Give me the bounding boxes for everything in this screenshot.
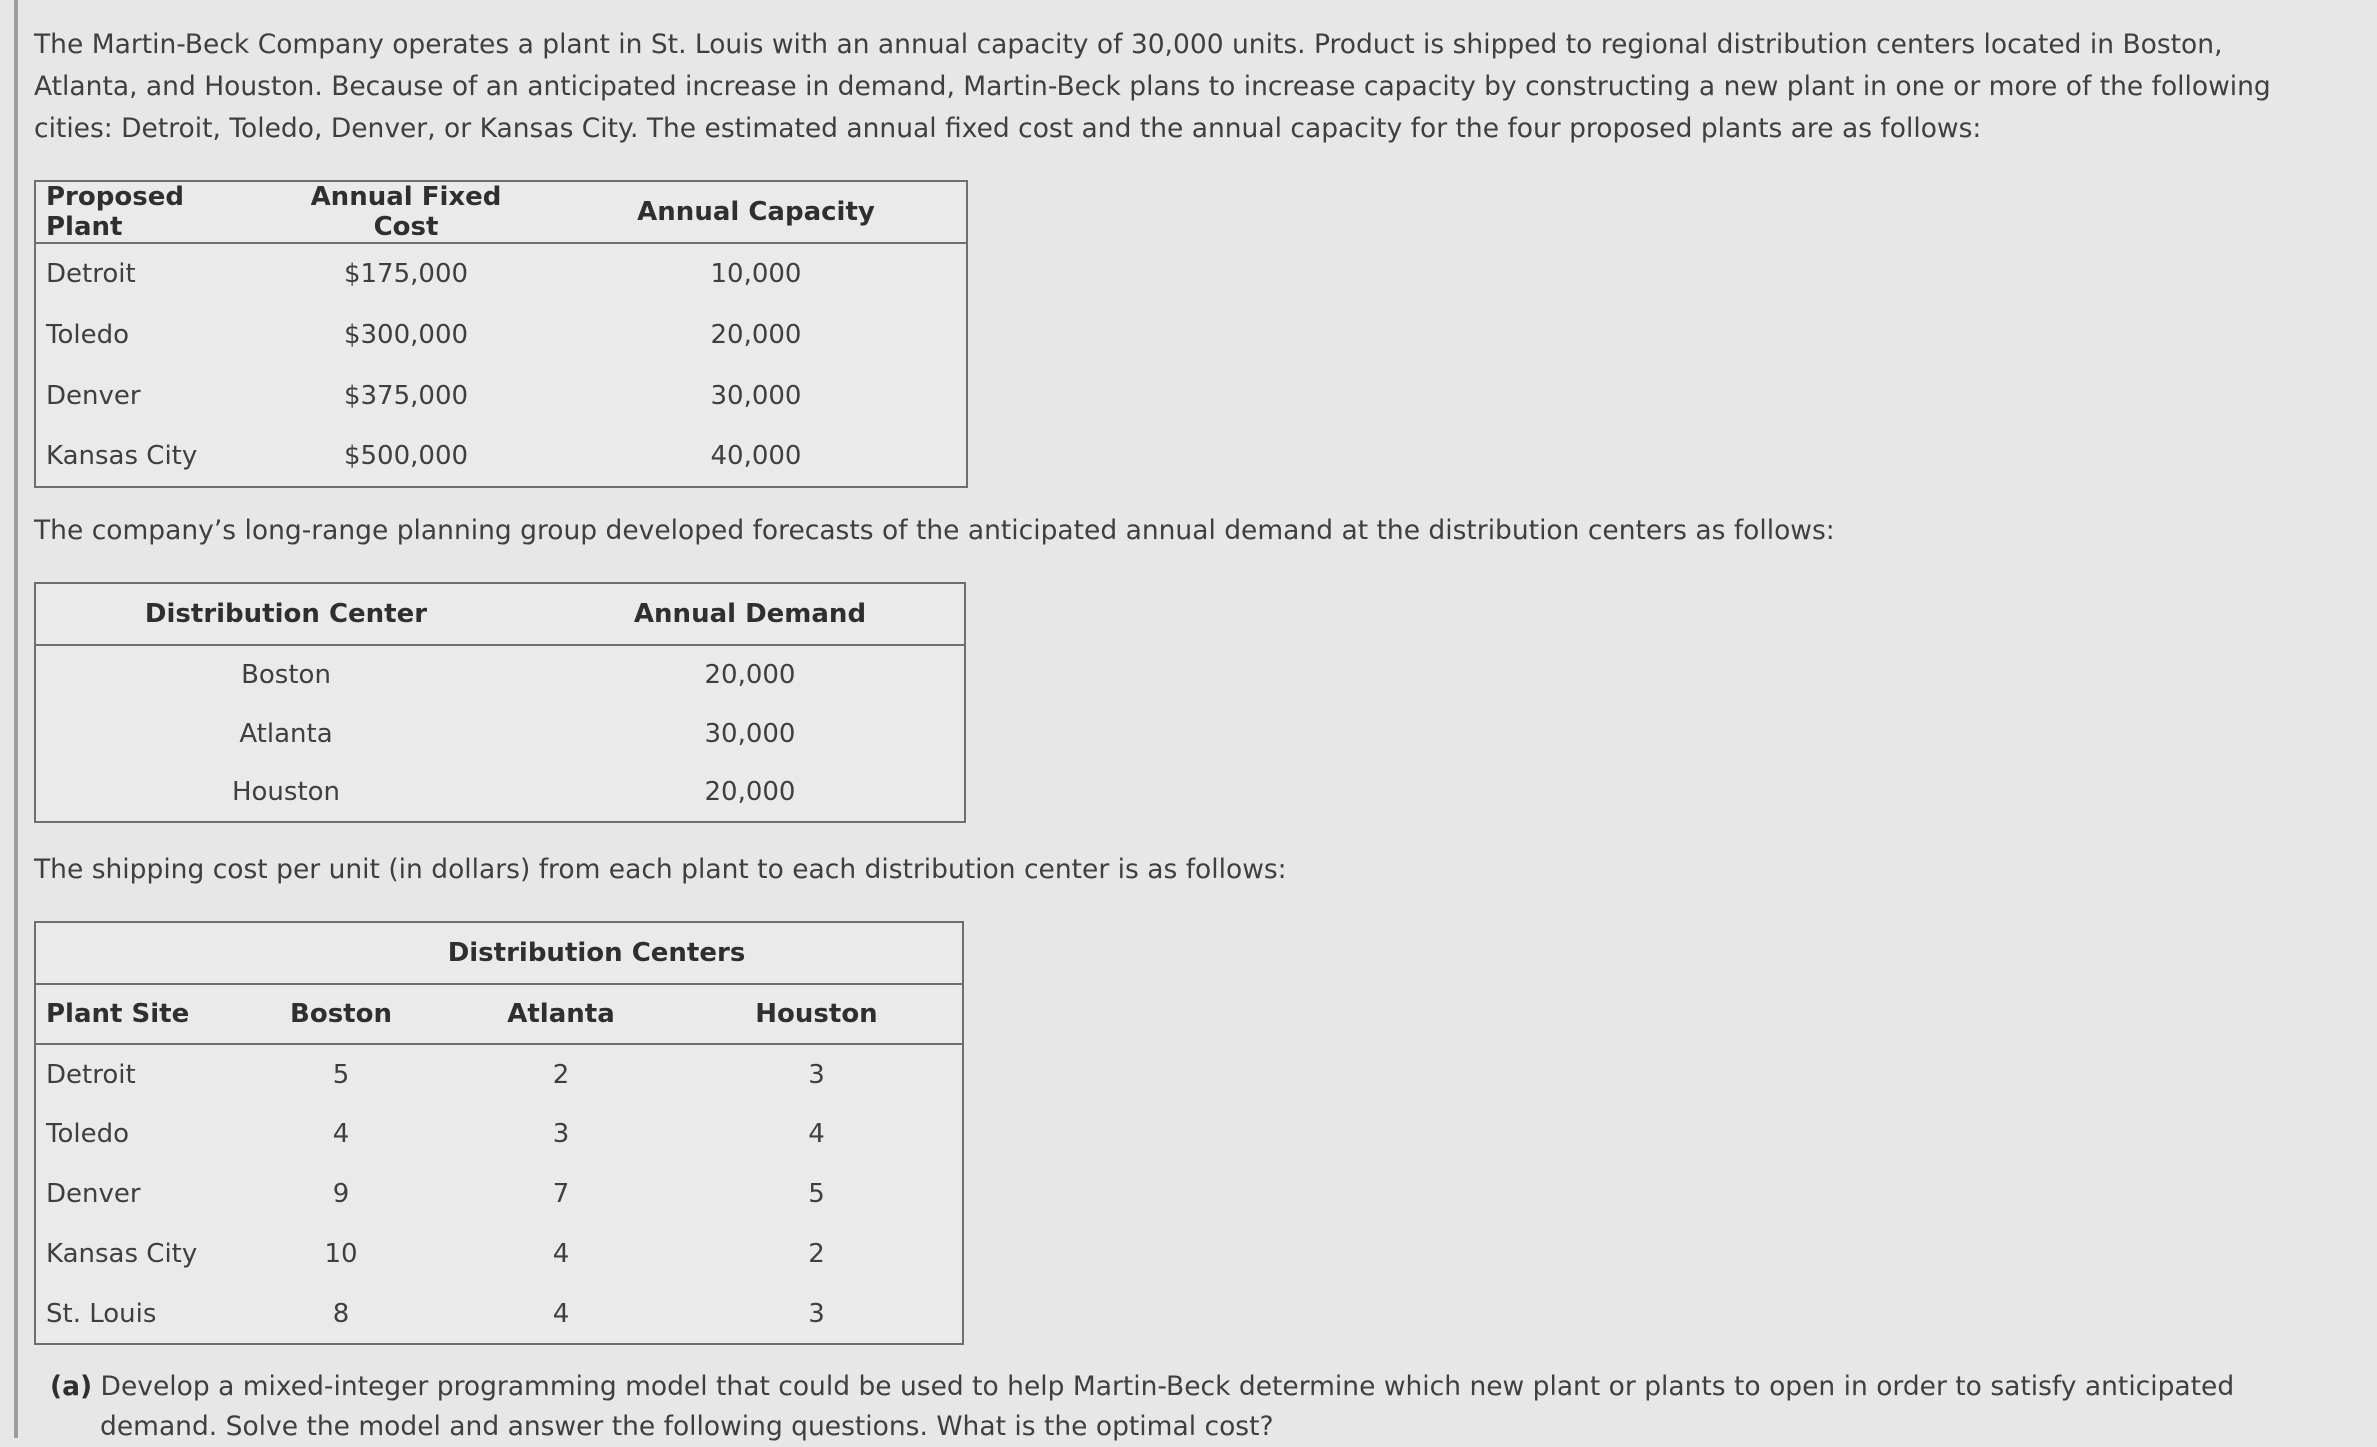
table-row (35, 426, 967, 487)
center-name: Houston (231, 777, 341, 807)
table-row (35, 243, 967, 304)
capacity: 40,000 (710, 441, 802, 471)
cost-houston: 3 (808, 1059, 825, 1090)
fixed-cost: $375,000 (343, 380, 469, 411)
col-header-annual-demand: Annual Demand (536, 583, 965, 645)
cost-houston: 2 (808, 1239, 825, 1269)
col-header-proposed-plant: Proposed Plant (35, 181, 266, 243)
center-name: Atlanta (239, 718, 333, 749)
table-row (35, 763, 965, 822)
table-row (35, 304, 967, 365)
cost-atlanta: 4 (552, 1239, 570, 1269)
cost-boston: 5 (332, 1059, 350, 1090)
col-header-fixed-cost: Annual Fixed Cost (266, 181, 546, 243)
cost-atlanta: 3 (552, 1119, 570, 1149)
proposed-plants-table (34, 180, 968, 488)
plant-site: Detroit (46, 1059, 136, 1090)
cost-boston: 4 (332, 1119, 350, 1149)
table-row (35, 1164, 963, 1224)
table-row (35, 645, 965, 704)
cost-atlanta: 7 (552, 1179, 570, 1209)
intro-paragraph: The Martin-Beck Company operates a plant in St. Louis with an annual capacity of 30,000 units. Product is shipped to regional distribution centers located in Boston, Atlanta, and Houston. Because of an anticipated increase in demand, Martin-Beck plans to increase capacity by constructing a new plant in one or more of the following cities: Detroit, Toledo, Denver, or Kansas City. The estimated annual fixed cost and the annual capacity for the four proposed plants are as follows: (34, 29, 2271, 144)
annual-demand: 20,000 (704, 777, 796, 807)
plant-name: Detroit (46, 259, 136, 289)
question-a (34, 1367, 2324, 1447)
table-row (35, 704, 965, 763)
col-header-houston: Houston (671, 984, 963, 1044)
cost-boston: 8 (332, 1298, 350, 1329)
table-row (35, 365, 967, 426)
plant-site: Toledo (46, 1119, 130, 1149)
capacity: 10,000 (710, 259, 802, 289)
cost-boston: 10 (324, 1239, 358, 1269)
table-row (35, 1104, 963, 1164)
col-header-capacity: Annual Capacity (546, 181, 967, 243)
question-label: (a) (50, 1371, 93, 1402)
question-text: Develop a mixed-integer programming model that could be used to help Martin-Beck determine which new plant or plants to open in order to satisfy anticipated demand. Solve the model and answer the following questions. What is the optimal cost? (100, 1371, 2235, 1442)
group-header-distribution-centers: Distribution Centers (231, 922, 963, 984)
plant-name: Denver (46, 380, 141, 411)
plant-site: Denver (46, 1179, 141, 1209)
capacity: 30,000 (710, 380, 802, 411)
cost-houston: 5 (808, 1179, 825, 1209)
center-name: Boston (241, 660, 331, 690)
cost-houston: 3 (808, 1298, 825, 1329)
left-border (14, 0, 18, 1438)
annual-demand: 30,000 (704, 718, 796, 749)
annual-demand: 20,000 (704, 660, 796, 690)
plant-name: Toledo (46, 319, 130, 350)
col-header-distribution-center: Distribution Center (35, 583, 536, 645)
demand-intro-paragraph: The company’s long-range planning group developed forecasts of the anticipated annual demand at the distribution centers as follows: (34, 515, 1835, 546)
plant-name: Kansas City (46, 441, 198, 471)
plant-site: St. Louis (46, 1298, 157, 1329)
cost-houston: 4 (808, 1119, 825, 1149)
plant-site: Kansas City (46, 1239, 198, 1269)
distribution-demand-table (34, 582, 966, 823)
cost-boston: 9 (332, 1179, 350, 1209)
shipping-intro-paragraph: The shipping cost per unit (in dollars) from each plant to each distribution center is as follows: (34, 854, 1287, 885)
table-row (35, 1284, 963, 1344)
shipping-cost-table (34, 921, 964, 1345)
col-header-boston: Boston (231, 984, 451, 1044)
empty-header-cell (35, 922, 231, 984)
fixed-cost: $300,000 (343, 319, 469, 350)
fixed-cost: $175,000 (343, 259, 469, 289)
cost-atlanta: 2 (552, 1059, 570, 1090)
capacity: 20,000 (710, 319, 802, 350)
col-header-plant-site: Plant Site (35, 984, 231, 1044)
problem-content (34, 24, 2324, 1447)
fixed-cost: $500,000 (343, 441, 469, 471)
table-row (35, 1224, 963, 1284)
table-row (35, 1044, 963, 1104)
col-header-atlanta: Atlanta (451, 984, 671, 1044)
cost-atlanta: 4 (552, 1298, 570, 1329)
